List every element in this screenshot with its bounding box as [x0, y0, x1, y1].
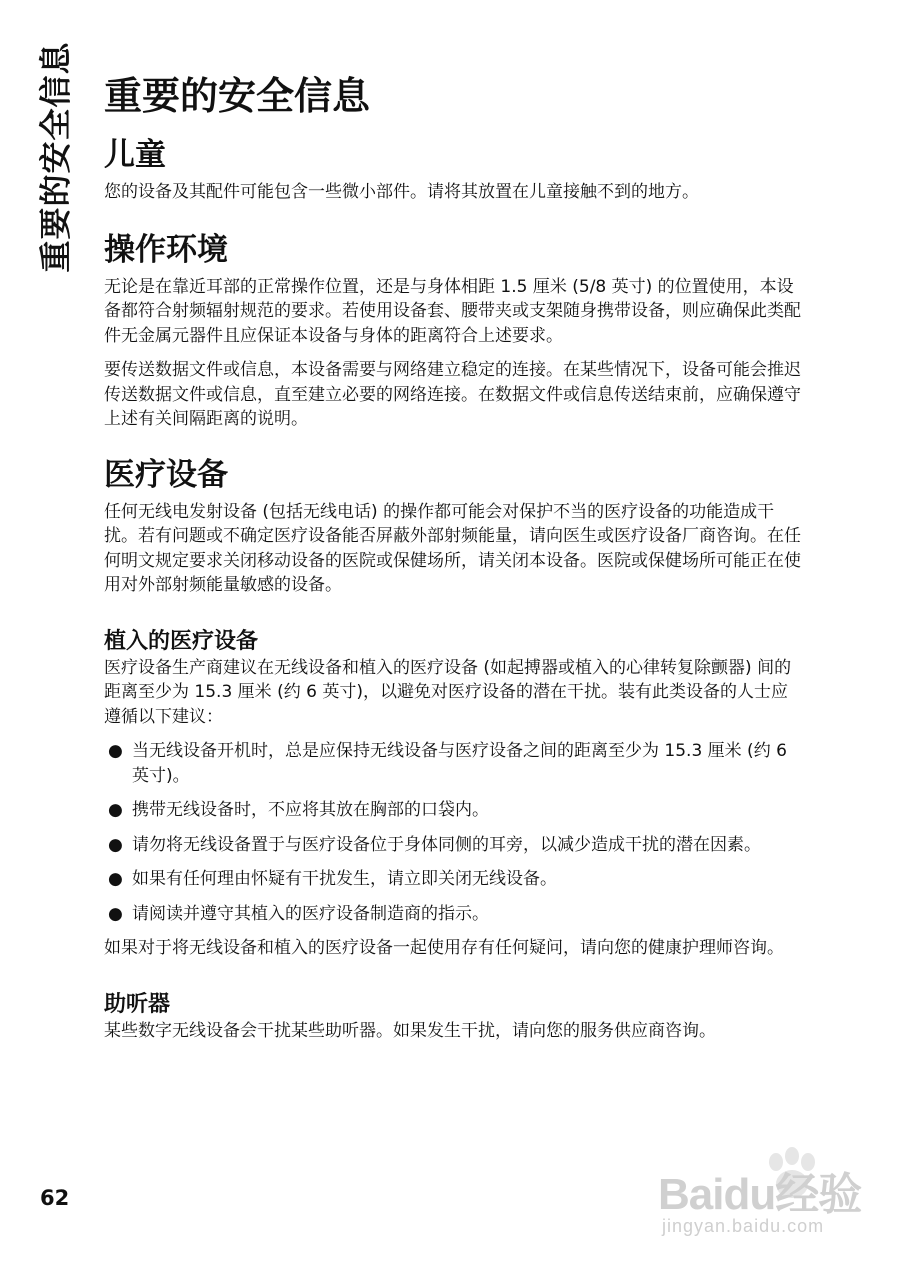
paragraph: 无论是在靠近耳部的正常操作位置，还是与身体相距 1.5 厘米 (5/8 英寸) 的位置使用，本设备都符合射频辐射规范的要求。若使用设备套、腰带夹或支架随身携带设备，则应确保此类配件无金属元器件且应保证本设备与身体的距离符合上述要求。	[104, 276, 801, 346]
section-heading-environment: 操作环境	[104, 231, 228, 268]
bullet-icon: ●	[108, 834, 123, 855]
list-item	[104, 833, 804, 858]
list-item	[104, 902, 804, 927]
paragraph: 任何无线电发射设备 (包括无线电话) 的操作都可能会对保护不当的医疗设备的功能造成干扰。若有问题或不确定医疗设备能否屏蔽外部射频能量，请向医生或医疗设备厂商咨询。在任何明文规定要求关闭移动设备的医院或保健场所，请关闭本设备。医院或保健场所可能正在使用对外部射频能量敏感的设备。	[104, 501, 801, 595]
section-environment	[104, 229, 804, 432]
section-medical	[104, 454, 804, 598]
page-title: 重要的安全信息	[104, 74, 371, 118]
paragraph: 医疗设备生产商建议在无线设备和植入的医疗设备 (如起搏器或植入的心律转复除颤器) 间的距离至少为 15.3 厘米 (约 6 英寸)，以避免对医疗设备的潜在干扰。装有此类设备的人士应遵循以下建议：	[104, 657, 792, 727]
section-heading-implanted: 植入的医疗设备	[104, 628, 259, 654]
paragraph: 要传送数据文件或信息，本设备需要与网络建立稳定的连接。在某些情况下，设备可能会推迟传送数据文件或信息，直至建立必要的网络连接。在数据文件或信息传送结束前，应确保遵守上述有关间隔距离的说明。	[104, 360, 801, 429]
section-implanted	[104, 628, 804, 961]
recommendation-list	[104, 739, 804, 926]
list-item	[104, 867, 804, 892]
paragraph: 如果对于将无线设备和植入的医疗设备一起使用存有任何疑问，请向您的健康护理师咨询。	[104, 938, 784, 958]
list-item-text: 当无线设备开机时，总是应保持无线设备与医疗设备之间的距离至少为 15.3 厘米 (约 6 英寸)。	[132, 741, 787, 786]
list-item	[104, 798, 804, 823]
bullet-icon: ●	[108, 903, 123, 924]
section-children	[104, 134, 804, 205]
section-hearing-aids	[104, 991, 804, 1044]
paragraph: 您的设备及其配件可能包含一些微小部件。请将其放置在儿童接触不到的地方。	[104, 182, 699, 202]
paragraph: 某些数字无线设备会干扰某些助听器。如果发生干扰，请向您的服务供应商咨询。	[104, 1020, 716, 1041]
section-heading-children: 儿童	[104, 137, 166, 173]
side-section-tab	[26, 40, 80, 274]
watermark-logo: Baidu经验	[658, 1170, 862, 1219]
list-item-text: 携带无线设备时，不应将其放在胸部的口袋内。	[132, 800, 489, 820]
page-content	[104, 70, 804, 1043]
watermark	[658, 1140, 898, 1250]
bullet-icon: ●	[108, 741, 123, 761]
list-item	[104, 739, 804, 788]
bullet-icon: ●	[108, 869, 123, 889]
list-item-text: 请勿将无线设备置于与医疗设备位于身体同侧的耳旁，以减少造成干扰的潜在因素。	[132, 834, 761, 855]
section-heading-medical: 医疗设备	[104, 456, 228, 493]
section-heading-hearing-aids: 助听器	[104, 991, 171, 1017]
list-item-text: 如果有任何理由怀疑有干扰发生，请立即关闭无线设备。	[132, 869, 557, 889]
watermark-url: jingyan.baidu.com	[662, 1216, 825, 1236]
page-number: 62	[40, 1186, 70, 1210]
bullet-icon: ●	[108, 800, 123, 820]
list-item-text: 请阅读并遵守其植入的医疗设备制造商的指示。	[132, 903, 489, 924]
side-tab-label: 重要的安全信息	[36, 41, 75, 273]
